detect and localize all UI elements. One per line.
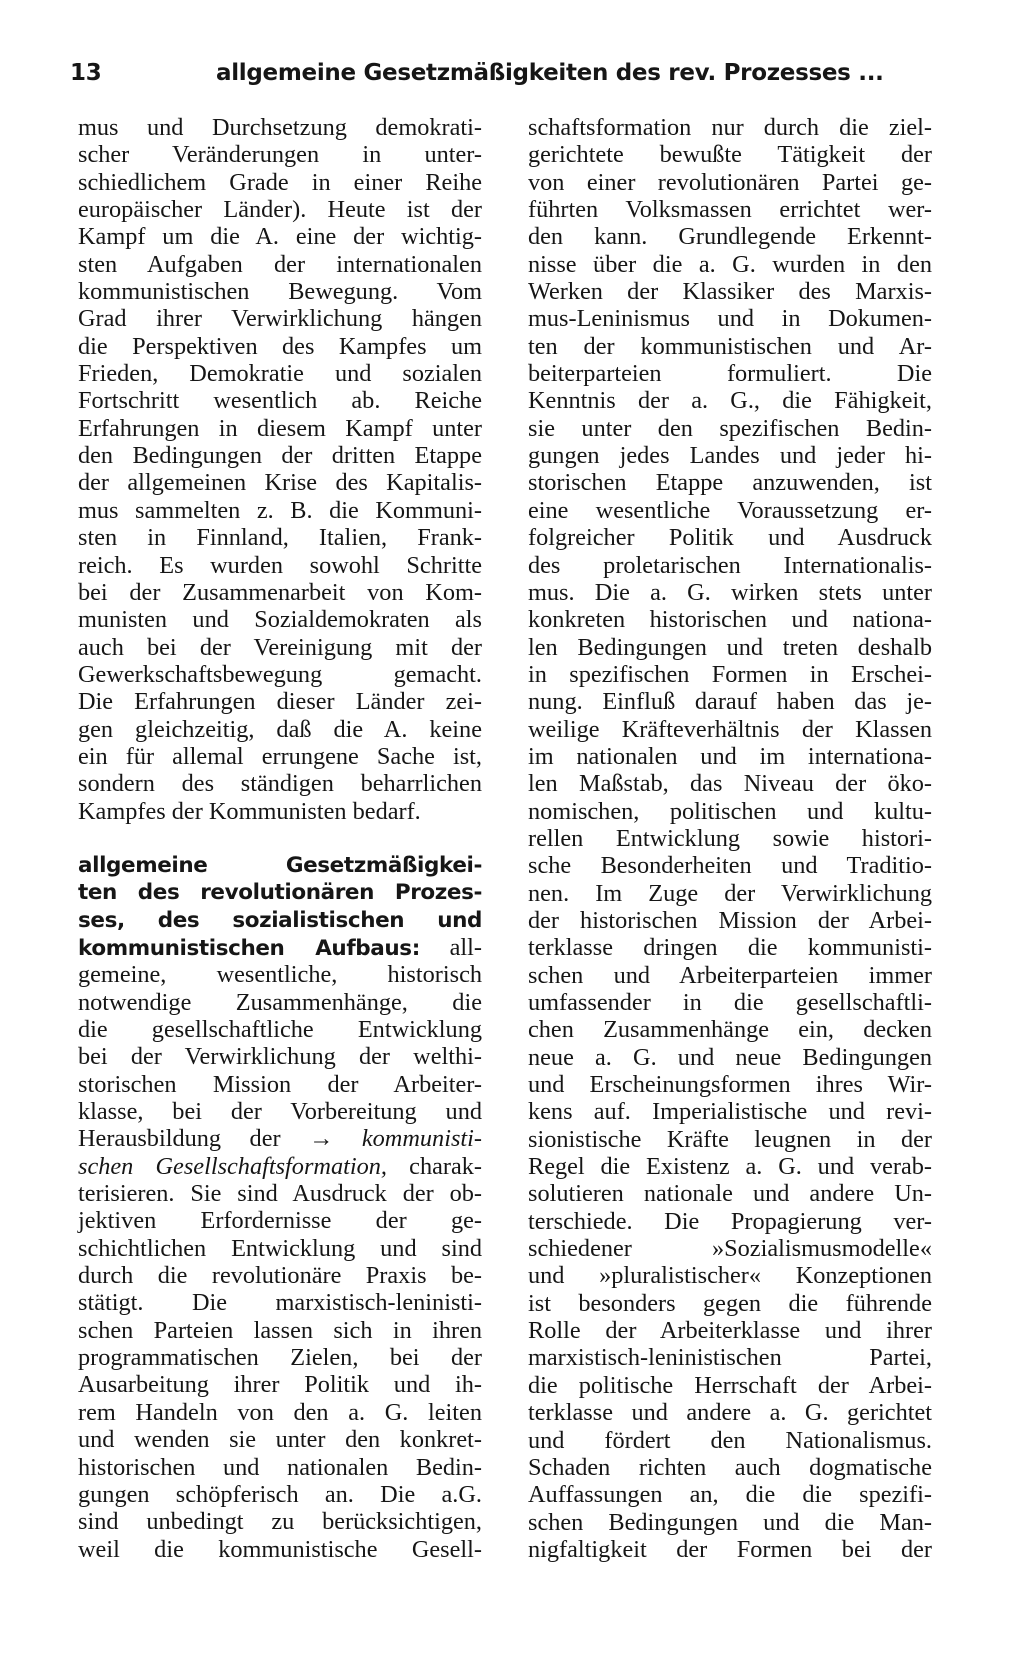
- text-line: historischen und nationalen Bedin-: [78, 1453, 482, 1481]
- text-line: storischen Mission der Arbeiter-: [78, 1070, 482, 1098]
- running-head: allgemeine Gesetzmäßigkeiten des rev. Prozesses ...: [216, 60, 884, 86]
- text-line: schen Bedingungen und die Man-: [528, 1508, 932, 1536]
- text-line: bei der Zusammenarbeit von Kom-: [78, 578, 482, 606]
- text-line: mus. Die a. G. wirken stets unter: [528, 578, 932, 606]
- cross-reference-tail: charak-: [386, 1152, 482, 1180]
- text-line: nen. Im Zuge der Verwirklichung: [528, 879, 932, 907]
- text-line: die politische Herrschaft der Arbei-: [528, 1371, 932, 1399]
- text-line: sten Aufgaben der internationalen: [78, 250, 482, 278]
- text-line: den kann. Grundlegende Erkennt-: [528, 223, 932, 251]
- left-continuation-text: [78, 114, 482, 825]
- text-line: schichtlichen Entwicklung und sind: [78, 1234, 482, 1262]
- text-line: Auffassungen an, die die spezifi-: [528, 1481, 932, 1509]
- text-line: chen Zusammenhänge ein, decken: [528, 1016, 932, 1044]
- text-line: gen gleichzeitig, daß die A. keine: [78, 715, 482, 743]
- text-line: terisieren. Sie sind Ausdruck der ob-: [78, 1180, 482, 1208]
- text-line: folgreicher Politik und Ausdruck: [528, 524, 932, 552]
- text-line: Ausarbeitung ihrer Politik und ih-: [78, 1371, 482, 1399]
- text-line: die gesellschaftliche Entwicklung: [78, 1016, 482, 1043]
- text-line: weil die kommunistische Gesell-: [78, 1535, 482, 1563]
- text-line: Gewerkschaftsbewegung gemacht.: [78, 660, 482, 688]
- text-line: sind unbedingt zu berücksichtigen,: [78, 1508, 482, 1536]
- text-line: klasse, bei der Vorbereitung und: [78, 1098, 482, 1126]
- text-line: Grad ihrer Verwirklichung hängen: [78, 305, 482, 333]
- text-line: führten Volksmassen errichtet wer-: [528, 196, 932, 224]
- text-line: marxistisch-leninistischen Partei,: [528, 1344, 932, 1372]
- text-line: ten des revolutionären Prozes-: [78, 880, 482, 906]
- text-line: gungen schöpferisch an. Die a.G.: [78, 1480, 482, 1508]
- text-line: Kenntnis der a. G., die Fähigkeit,: [528, 387, 932, 415]
- text-line: ein für allemal errungene Sache ist,: [78, 742, 482, 770]
- text-line: nisse über die a. G. wurden in den: [528, 250, 932, 278]
- text-line: notwendige Zusammenhänge, die: [78, 988, 482, 1016]
- text-line: den Bedingungen der dritten Etappe: [78, 442, 482, 470]
- entry-body-start: all-: [419, 933, 483, 961]
- text-line: allgemeine Gesetzmäßigkei-: [78, 852, 482, 878]
- text-line: scher Veränderungen in unter-: [78, 141, 482, 169]
- text-line: len Bedingungen und treten deshalb: [528, 633, 932, 661]
- text-line: mus und Durchsetzung demokrati-: [78, 114, 482, 141]
- text-line: Die Erfahrungen dieser Länder zei-: [78, 688, 482, 716]
- text-line: des proletarischen Internationalis-: [528, 551, 932, 579]
- text-line: Schaden richten auch dogmatische: [528, 1453, 932, 1481]
- text-line: kommunistischen Bewegung. Vom: [78, 278, 482, 306]
- text-line: solutieren nationale und andere Un-: [528, 1180, 932, 1208]
- text-line: mus sammelten z. B. die Kommuni-: [78, 496, 482, 524]
- text-line: schiedener »Sozialismusmodelle«: [528, 1235, 932, 1263]
- text-line: jektiven Erfordernisse der ge-: [78, 1207, 482, 1235]
- text-line: ses, des sozialistischen und: [78, 907, 482, 933]
- text-line: [78, 1125, 482, 1152]
- text-line: len Maßstab, das Niveau der öko-: [528, 770, 932, 798]
- text-line: terschiede. Die Propagierung ver-: [528, 1207, 932, 1235]
- text-line: munisten und Sozialdemokraten als: [78, 606, 482, 634]
- dictionary-entry: [78, 852, 482, 1563]
- text-line: in spezifischen Formen in Erschei-: [528, 660, 932, 688]
- text-line: konkreten historischen und nationa-: [528, 606, 932, 634]
- text-line: reich. Es wurden sowohl Schritte: [78, 551, 482, 579]
- text-line: bei der Verwirklichung der welthi-: [78, 1043, 482, 1071]
- text-line: weilige Kräfteverhältnis der Klassen: [528, 715, 932, 743]
- text-line: ten der kommunistischen und Ar-: [528, 332, 932, 360]
- text-line: schiedlichem Grade in einer Reihe: [78, 168, 482, 196]
- text-line: und wenden sie unter den konkret-: [78, 1426, 482, 1454]
- text-line: Kampf um die A. eine der wichtig-: [78, 223, 482, 251]
- text-line: eine wesentliche Voraussetzung er-: [528, 496, 932, 524]
- text-line: auch bei der Vereinigung mit der: [78, 633, 482, 661]
- entry-heading: [78, 852, 482, 934]
- text-line: nomischen, politischen und kultu-: [528, 797, 932, 825]
- text-line: nigfaltigkeit der Formen bei der: [528, 1535, 932, 1563]
- text-line: durch die revolutionäre Praxis be-: [78, 1262, 482, 1290]
- cross-reference-lead: Herausbildung der: [78, 1125, 310, 1153]
- page-header: [70, 60, 932, 96]
- text-line: mus-Leninismus und in Dokumen-: [528, 305, 932, 333]
- text-line: und »pluralistischer« Konzeptionen: [528, 1262, 932, 1290]
- text-line: rem Handeln von den a. G. leiten: [78, 1398, 482, 1426]
- text-line: der allgemeinen Krise des Kapitalis-: [78, 469, 482, 497]
- text-line: nung. Einfluß darauf haben das je-: [528, 688, 932, 716]
- left-column: [78, 114, 482, 1563]
- text-line: europäischer Länder). Heute ist der: [78, 196, 482, 224]
- entry-body-continued: [78, 1180, 482, 1563]
- text-line: gungen jedes Landes und jeder hi-: [528, 442, 932, 470]
- text-line: sionistische Kräfte leugnen in der: [528, 1125, 932, 1153]
- text-line: rellen Entwicklung sowie histori-: [528, 824, 932, 852]
- text-line: sondern des ständigen beharrlichen: [78, 770, 482, 798]
- text-line: der historischen Mission der Arbei-: [528, 906, 932, 934]
- text-line: Kampfes der Kommunisten bedarf.: [78, 797, 421, 825]
- right-column-text: [528, 114, 932, 1563]
- text-line: Werken der Klassiker des Marxis-: [528, 278, 932, 306]
- text-line: Fortschritt wesentlich ab. Reiche: [78, 387, 482, 415]
- text-line: beiterparteien formuliert. Die: [528, 360, 932, 388]
- text-line: von einer revolutionären Partei ge-: [528, 168, 932, 196]
- text-line: Regel die Existenz a. G. und verab-: [528, 1153, 932, 1181]
- text-line: programmatischen Zielen, bei der: [78, 1344, 482, 1372]
- text-line: und fördert den Nationalismus.: [528, 1426, 932, 1454]
- text-line: Rolle der Arbeiterklasse und ihrer: [528, 1317, 932, 1345]
- text-line: ist besonders gegen die führende: [528, 1289, 932, 1317]
- text-line: Frieden, Demokratie und sozialen: [78, 360, 482, 388]
- text-line: kens auf. Imperialistische und revi-: [528, 1098, 932, 1126]
- cross-reference-arrow-icon: →: [309, 1125, 334, 1153]
- text-line: terklasse und andere a. G. gerichtet: [528, 1399, 932, 1427]
- text-line: storischen Etappe anzuwenden, ist: [528, 469, 932, 497]
- text-line: gemeine, wesentliche, historisch: [78, 961, 482, 989]
- text-line: sten in Finnland, Italien, Frank-: [78, 524, 482, 552]
- text-line: schen und Arbeiterparteien immer: [528, 961, 932, 989]
- text-line: die Perspektiven des Kampfes um: [78, 332, 482, 360]
- entry-body: [78, 961, 482, 1125]
- text-line: stätigt. Die marxistisch-leninisti-: [78, 1289, 482, 1317]
- text-line: und Erscheinungsformen ihres Wir-: [528, 1071, 932, 1099]
- page-number: 13: [70, 60, 102, 86]
- cross-reference-term-cont: schen Gesellschaftsformation,: [78, 1152, 387, 1180]
- text-line: umfassender in die gesellschaftli-: [528, 989, 932, 1016]
- text-line: Erfahrungen in diesem Kampf unter: [78, 414, 482, 442]
- text-line: terklasse dringen die kommunisti-: [528, 934, 932, 962]
- cross-reference-term: kommunisti-: [333, 1125, 482, 1153]
- entry-heading-last-line: kommunistischen Aufbaus:: [78, 935, 420, 961]
- text-line: [78, 934, 482, 961]
- text-line: schaftsformation nur durch die ziel-: [528, 114, 932, 141]
- text-line: gerichtete bewußte Tätigkeit der: [528, 141, 932, 169]
- entry-separator: [78, 825, 482, 852]
- text-line: neue a. G. und neue Bedingungen: [528, 1043, 932, 1071]
- text-line: sche Besonderheiten und Traditio-: [528, 852, 932, 880]
- text-line: sie unter den spezifischen Bedin-: [528, 414, 932, 442]
- text-line: im nationalen und im internationa-: [528, 742, 932, 770]
- text-line: schen Parteien lassen sich in ihren: [78, 1316, 482, 1344]
- text-line: [78, 1153, 482, 1180]
- right-column: [528, 114, 932, 1563]
